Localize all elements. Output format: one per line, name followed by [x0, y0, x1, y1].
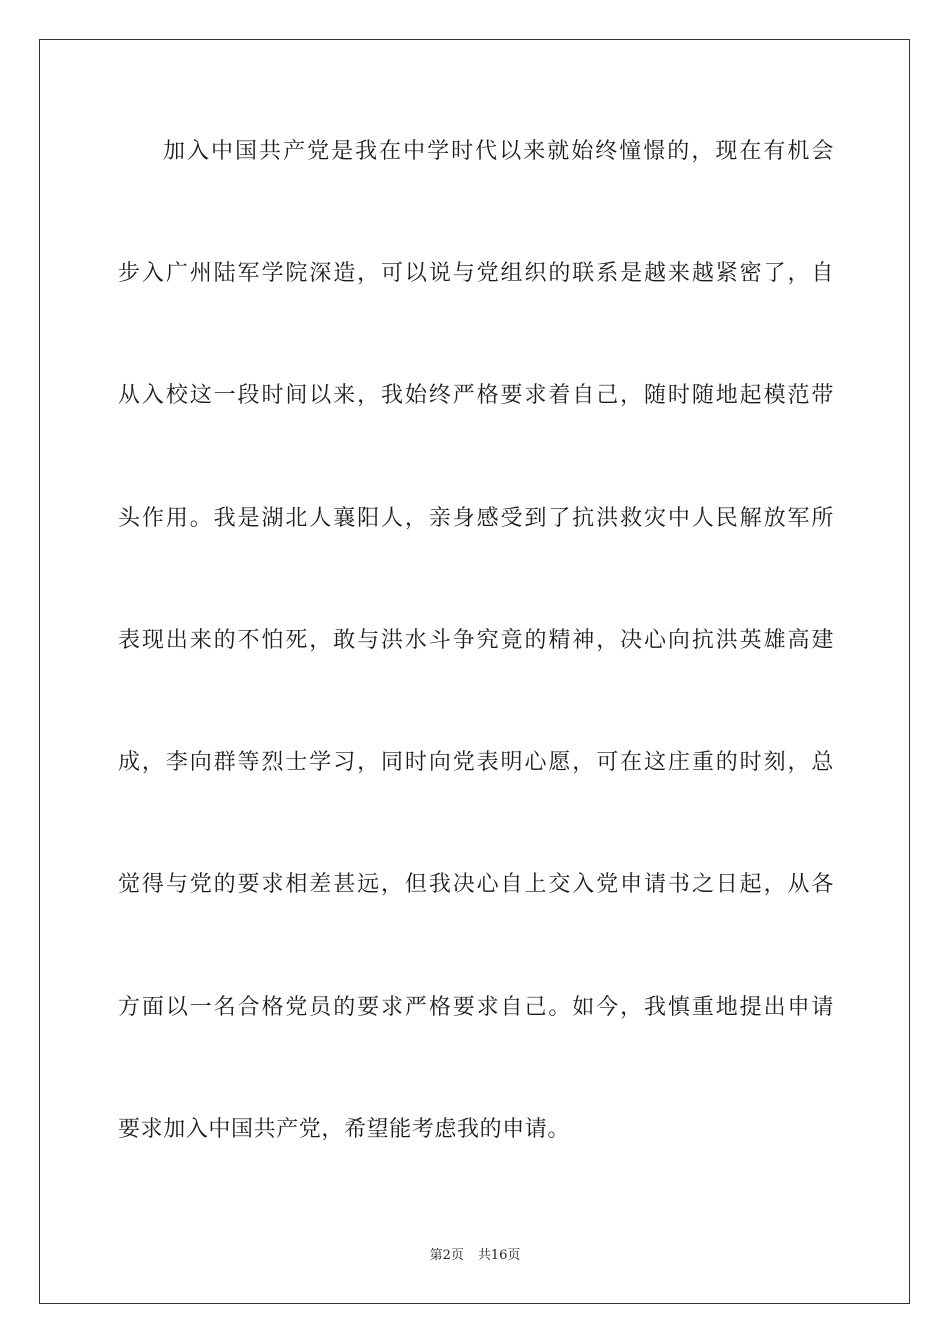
paragraph-line: 加入中国共产党是我在中学时代以来就始终憧憬的，现在有机会: [163, 139, 834, 164]
page-total: 共16页: [477, 1248, 521, 1263]
paragraph-line-last: 要求加入中国共产党，希望能考虑我的申请。: [118, 1117, 571, 1142]
paragraph-line: 头作用。我是湖北人襄阳人，亲身感受到了抗洪救灾中人民解放军所: [118, 506, 834, 531]
paragraph-line: 表现出来的不怕死，敢与洪水斗争究竟的精神，决心向抗洪英雄高建: [118, 628, 834, 653]
paragraph-line: 从入校这一段时间以来，我始终严格要求着自己，随时随地起模范带: [118, 383, 834, 408]
page-footer: [0, 1248, 950, 1264]
paragraph-line: 方面以一名合格党员的要求严格要求自己。如今，我慎重地提出申请: [118, 995, 834, 1020]
paragraph-line: 步入广州陆军学院深造，可以说与党组织的联系是越来越紧密了，自: [118, 261, 834, 286]
paragraph-line: 成，李向群等烈士学习，同时向党表明心愿，可在这庄重的时刻，总: [118, 750, 834, 775]
paragraph-line: 觉得与党的要求相差甚远，但我决心自上交入党申请书之日起，从各: [118, 872, 834, 897]
page-number: 第2页: [429, 1248, 464, 1263]
